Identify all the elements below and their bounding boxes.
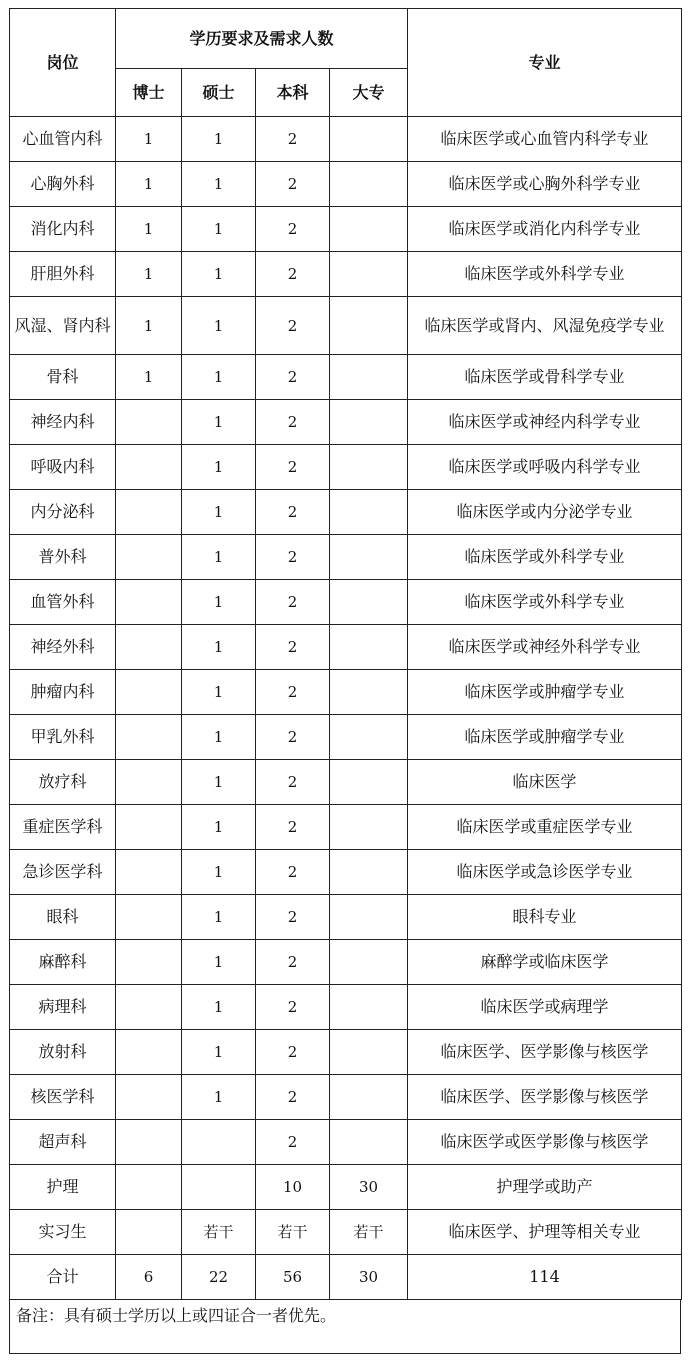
cell-college bbox=[330, 355, 408, 400]
cell-college bbox=[330, 117, 408, 162]
cell-bachelor: 2 bbox=[256, 445, 330, 490]
cell-bachelor: 2 bbox=[256, 760, 330, 805]
cell-phd bbox=[116, 1120, 182, 1165]
cell-master: 1 bbox=[182, 850, 256, 895]
cell-post: 心胸外科 bbox=[10, 162, 116, 207]
cell-post: 呼吸内科 bbox=[10, 445, 116, 490]
table-body bbox=[10, 117, 682, 1300]
cell-major: 临床医学或病理学 bbox=[408, 985, 682, 1030]
cell-master: 1 bbox=[182, 355, 256, 400]
cell-bachelor: 2 bbox=[256, 985, 330, 1030]
cell-college bbox=[330, 490, 408, 535]
cell-master: 1 bbox=[182, 940, 256, 985]
cell-master: 1 bbox=[182, 625, 256, 670]
cell-major: 眼科专业 bbox=[408, 895, 682, 940]
cell-major: 临床医学或神经内科学专业 bbox=[408, 400, 682, 445]
header-phd: 博士 bbox=[116, 69, 182, 117]
table-row bbox=[10, 760, 682, 805]
table-row bbox=[10, 715, 682, 760]
cell-master: 1 bbox=[182, 1075, 256, 1120]
cell-college bbox=[330, 895, 408, 940]
cell-bachelor: 2 bbox=[256, 297, 330, 355]
table-row bbox=[10, 445, 682, 490]
cell-college bbox=[330, 297, 408, 355]
cell-major: 麻醉学或临床医学 bbox=[408, 940, 682, 985]
cell-master: 1 bbox=[182, 490, 256, 535]
cell-phd bbox=[116, 490, 182, 535]
cell-post: 急诊医学科 bbox=[10, 850, 116, 895]
cell-master: 1 bbox=[182, 445, 256, 490]
table-row bbox=[10, 850, 682, 895]
cell-bachelor: 2 bbox=[256, 895, 330, 940]
cell-post: 核医学科 bbox=[10, 1075, 116, 1120]
header-post: 岗位 bbox=[10, 9, 116, 117]
cell-post: 心血管内科 bbox=[10, 117, 116, 162]
cell-bachelor: 2 bbox=[256, 117, 330, 162]
cell-major: 临床医学或肿瘤学专业 bbox=[408, 670, 682, 715]
cell-phd: 1 bbox=[116, 297, 182, 355]
cell-major: 临床医学、护理等相关专业 bbox=[408, 1210, 682, 1255]
cell-bachelor: 2 bbox=[256, 1075, 330, 1120]
cell-master: 1 bbox=[182, 715, 256, 760]
cell-phd bbox=[116, 625, 182, 670]
table-row bbox=[10, 355, 682, 400]
cell-master: 1 bbox=[182, 297, 256, 355]
header-college: 大专 bbox=[330, 69, 408, 117]
cell-college bbox=[330, 985, 408, 1030]
cell-major: 临床医学或急诊医学专业 bbox=[408, 850, 682, 895]
cell-major: 护理学或助产 bbox=[408, 1165, 682, 1210]
cell-master: 1 bbox=[182, 580, 256, 625]
cell-major: 临床医学或神经外科学专业 bbox=[408, 625, 682, 670]
cell-post: 合计 bbox=[10, 1255, 116, 1300]
cell-master: 1 bbox=[182, 670, 256, 715]
footnote: 备注：具有硕士学历以上或四证合一者优先。 bbox=[9, 1300, 681, 1354]
cell-college bbox=[330, 850, 408, 895]
cell-college bbox=[330, 1030, 408, 1075]
cell-major: 临床医学或内分泌学专业 bbox=[408, 490, 682, 535]
cell-college bbox=[330, 670, 408, 715]
table-row bbox=[10, 400, 682, 445]
cell-phd bbox=[116, 535, 182, 580]
cell-master bbox=[182, 1120, 256, 1165]
table-row bbox=[10, 895, 682, 940]
table-row bbox=[10, 1165, 682, 1210]
cell-major: 临床医学或外科学专业 bbox=[408, 535, 682, 580]
cell-post: 神经外科 bbox=[10, 625, 116, 670]
cell-post: 肿瘤内科 bbox=[10, 670, 116, 715]
header-master: 硕士 bbox=[182, 69, 256, 117]
cell-major: 临床医学或重症医学专业 bbox=[408, 805, 682, 850]
cell-college: 若干 bbox=[330, 1210, 408, 1255]
cell-post: 血管外科 bbox=[10, 580, 116, 625]
cell-phd bbox=[116, 985, 182, 1030]
table-row bbox=[10, 162, 682, 207]
cell-major: 临床医学或肿瘤学专业 bbox=[408, 715, 682, 760]
cell-phd: 1 bbox=[116, 207, 182, 252]
table-row bbox=[10, 940, 682, 985]
table-row bbox=[10, 490, 682, 535]
table-row bbox=[10, 1210, 682, 1255]
cell-post: 护理 bbox=[10, 1165, 116, 1210]
cell-college bbox=[330, 1075, 408, 1120]
cell-major: 临床医学或肾内、风湿免疫学专业 bbox=[408, 297, 682, 355]
cell-college bbox=[330, 445, 408, 490]
cell-college bbox=[330, 805, 408, 850]
table-row bbox=[10, 1255, 682, 1300]
cell-post: 普外科 bbox=[10, 535, 116, 580]
cell-college: 30 bbox=[330, 1165, 408, 1210]
cell-phd bbox=[116, 895, 182, 940]
cell-bachelor: 2 bbox=[256, 535, 330, 580]
cell-major: 临床医学或呼吸内科学专业 bbox=[408, 445, 682, 490]
cell-post: 甲乳外科 bbox=[10, 715, 116, 760]
cell-phd bbox=[116, 850, 182, 895]
cell-major: 临床医学、医学影像与核医学 bbox=[408, 1075, 682, 1120]
cell-post: 神经内科 bbox=[10, 400, 116, 445]
cell-phd bbox=[116, 1075, 182, 1120]
cell-bachelor: 2 bbox=[256, 805, 330, 850]
cell-phd bbox=[116, 715, 182, 760]
cell-bachelor: 2 bbox=[256, 207, 330, 252]
cell-master bbox=[182, 1165, 256, 1210]
table-row bbox=[10, 1075, 682, 1120]
cell-bachelor: 2 bbox=[256, 670, 330, 715]
table-row bbox=[10, 117, 682, 162]
table-row bbox=[10, 535, 682, 580]
cell-major: 临床医学、医学影像与核医学 bbox=[408, 1030, 682, 1075]
cell-master: 1 bbox=[182, 895, 256, 940]
table-row bbox=[10, 1030, 682, 1075]
cell-post: 肝胆外科 bbox=[10, 252, 116, 297]
cell-college bbox=[330, 252, 408, 297]
cell-major: 114 bbox=[408, 1255, 682, 1300]
cell-post: 风湿、肾内科 bbox=[10, 297, 116, 355]
cell-phd bbox=[116, 1030, 182, 1075]
cell-college bbox=[330, 1120, 408, 1165]
cell-college bbox=[330, 580, 408, 625]
recruitment-table bbox=[9, 8, 682, 1300]
cell-bachelor: 2 bbox=[256, 252, 330, 297]
cell-major: 临床医学或心血管内科学专业 bbox=[408, 117, 682, 162]
cell-bachelor: 2 bbox=[256, 715, 330, 760]
table-row bbox=[10, 625, 682, 670]
cell-major: 临床医学或外科学专业 bbox=[408, 580, 682, 625]
cell-college bbox=[330, 535, 408, 580]
cell-college bbox=[330, 940, 408, 985]
table-row bbox=[10, 1120, 682, 1165]
cell-college bbox=[330, 715, 408, 760]
header-bachelor: 本科 bbox=[256, 69, 330, 117]
cell-college bbox=[330, 625, 408, 670]
cell-bachelor: 2 bbox=[256, 162, 330, 207]
table-row bbox=[10, 297, 682, 355]
cell-master: 1 bbox=[182, 535, 256, 580]
cell-post: 内分泌科 bbox=[10, 490, 116, 535]
cell-post: 眼科 bbox=[10, 895, 116, 940]
cell-master: 若干 bbox=[182, 1210, 256, 1255]
cell-post: 实习生 bbox=[10, 1210, 116, 1255]
cell-post: 消化内科 bbox=[10, 207, 116, 252]
cell-college: 30 bbox=[330, 1255, 408, 1300]
cell-post: 重症医学科 bbox=[10, 805, 116, 850]
cell-master: 1 bbox=[182, 1030, 256, 1075]
cell-college bbox=[330, 162, 408, 207]
cell-college bbox=[330, 400, 408, 445]
cell-bachelor: 2 bbox=[256, 355, 330, 400]
header-row-1 bbox=[10, 9, 682, 69]
table-row bbox=[10, 805, 682, 850]
cell-master: 1 bbox=[182, 985, 256, 1030]
cell-bachelor: 2 bbox=[256, 1030, 330, 1075]
recruitment-table-container bbox=[9, 8, 681, 1354]
cell-college bbox=[330, 207, 408, 252]
cell-bachelor: 56 bbox=[256, 1255, 330, 1300]
cell-phd: 6 bbox=[116, 1255, 182, 1300]
cell-phd bbox=[116, 940, 182, 985]
cell-post: 放疗科 bbox=[10, 760, 116, 805]
table-row bbox=[10, 207, 682, 252]
cell-phd: 1 bbox=[116, 252, 182, 297]
cell-phd: 1 bbox=[116, 162, 182, 207]
cell-phd bbox=[116, 400, 182, 445]
cell-major: 临床医学或心胸外科学专业 bbox=[408, 162, 682, 207]
cell-phd bbox=[116, 445, 182, 490]
cell-phd bbox=[116, 1165, 182, 1210]
cell-phd: 1 bbox=[116, 355, 182, 400]
cell-bachelor: 10 bbox=[256, 1165, 330, 1210]
cell-master: 1 bbox=[182, 252, 256, 297]
cell-bachelor: 2 bbox=[256, 1120, 330, 1165]
cell-bachelor: 若干 bbox=[256, 1210, 330, 1255]
cell-phd bbox=[116, 1210, 182, 1255]
cell-master: 1 bbox=[182, 805, 256, 850]
table-row bbox=[10, 670, 682, 715]
cell-master: 1 bbox=[182, 760, 256, 805]
cell-post: 放射科 bbox=[10, 1030, 116, 1075]
cell-major: 临床医学 bbox=[408, 760, 682, 805]
cell-phd bbox=[116, 670, 182, 715]
cell-bachelor: 2 bbox=[256, 400, 330, 445]
cell-post: 麻醉科 bbox=[10, 940, 116, 985]
header-major: 专业 bbox=[408, 9, 682, 117]
cell-post: 病理科 bbox=[10, 985, 116, 1030]
cell-phd: 1 bbox=[116, 117, 182, 162]
cell-phd bbox=[116, 760, 182, 805]
cell-master: 1 bbox=[182, 400, 256, 445]
cell-major: 临床医学或外科学专业 bbox=[408, 252, 682, 297]
cell-post: 超声科 bbox=[10, 1120, 116, 1165]
cell-bachelor: 2 bbox=[256, 850, 330, 895]
cell-college bbox=[330, 760, 408, 805]
cell-major: 临床医学或消化内科学专业 bbox=[408, 207, 682, 252]
cell-post: 骨科 bbox=[10, 355, 116, 400]
cell-bachelor: 2 bbox=[256, 940, 330, 985]
cell-major: 临床医学或医学影像与核医学 bbox=[408, 1120, 682, 1165]
cell-phd bbox=[116, 805, 182, 850]
cell-bachelor: 2 bbox=[256, 490, 330, 535]
header-edu-group: 学历要求及需求人数 bbox=[116, 9, 408, 69]
cell-bachelor: 2 bbox=[256, 625, 330, 670]
table-row bbox=[10, 580, 682, 625]
cell-master: 1 bbox=[182, 117, 256, 162]
cell-master: 22 bbox=[182, 1255, 256, 1300]
table-row bbox=[10, 985, 682, 1030]
cell-bachelor: 2 bbox=[256, 580, 330, 625]
table-row bbox=[10, 252, 682, 297]
cell-master: 1 bbox=[182, 207, 256, 252]
cell-master: 1 bbox=[182, 162, 256, 207]
cell-phd bbox=[116, 580, 182, 625]
cell-major: 临床医学或骨科学专业 bbox=[408, 355, 682, 400]
